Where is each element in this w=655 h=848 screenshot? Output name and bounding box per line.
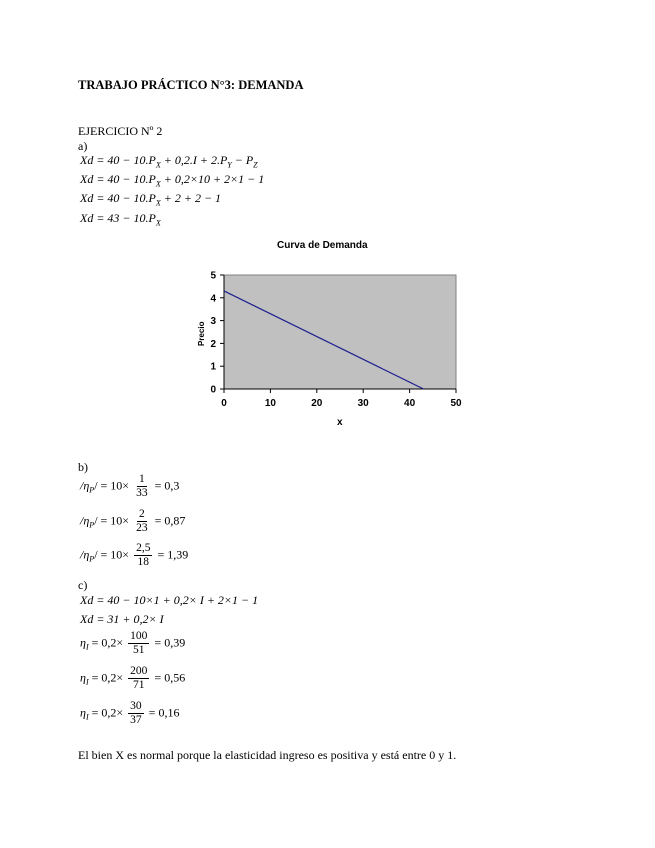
- x-tick-label: 30: [357, 398, 369, 409]
- x-tick-label: 40: [404, 398, 416, 409]
- exercise-heading: EJERCICIO Nº 2: [78, 124, 163, 138]
- y-tick-label: 4: [210, 293, 216, 305]
- x-tick-label: 20: [311, 398, 323, 409]
- x-tick-label: 50: [450, 398, 462, 409]
- demand-chart: [190, 262, 480, 432]
- x-axis-ticks: [221, 389, 462, 409]
- elasticity-c-row: $\eta_I = 0,2\times$ $\frac{100}{51}$ = 0,39: [80, 630, 186, 656]
- elasticity-b-row: $/\eta_P/ = 10\times$ $\frac{1}{33}$ = 0,3: [80, 473, 180, 499]
- elasticity-c-row: $\eta_I = 0,2\times$ $\frac{200}{71}$ = 0,56: [80, 665, 186, 691]
- y-axis-ticks: [210, 271, 224, 396]
- x-tick-label: 0: [221, 398, 227, 409]
- y-axis-label: Precio: [197, 321, 206, 346]
- x-axis-label: x: [337, 417, 343, 428]
- part-c-label: c): [78, 578, 88, 592]
- elasticity-c-row: $\eta_I = 0,2\times$ $\frac{30}{37}$ = 0,16: [80, 700, 180, 726]
- page-title: TRABAJO PRÁCTICO N°3: DEMANDA: [78, 78, 304, 92]
- elasticity-b-row: $/\eta_P/ = 10\times$ $\frac{2}{23}$ = 0,87: [80, 508, 186, 534]
- y-tick-label: 0: [210, 384, 216, 396]
- y-tick-label: 1: [210, 361, 216, 373]
- part-b-label: b): [78, 460, 88, 474]
- y-tick-label: 3: [210, 316, 216, 328]
- equation-c2: Xd = 31 + 0,2× I: [80, 612, 164, 626]
- equation-c1: Xd = 40 − 10×1 + 0,2× I + 2×1 − 1: [80, 593, 259, 607]
- chart-title: Curva de Demanda: [277, 240, 368, 251]
- equation-a1: $Xd = 40 - 10.P_X + 0,2.I + 2.P_Y - P_Z$: [80, 153, 258, 170]
- equation-a3: $Xd = 40 - 10.P_X + 2 + 2 - 1$: [80, 191, 222, 208]
- x-tick-label: 10: [264, 398, 276, 409]
- y-tick-label: 2: [210, 338, 216, 350]
- plot-area: [224, 275, 456, 389]
- part-a-label: a): [78, 139, 88, 153]
- equation-a2: $Xd = 40 - 10.P_X + 0,2\times 10 + 2\times 1 - 1$: [80, 172, 265, 189]
- conclusion-text: El bien X es normal porque la elasticidad ingreso es positiva y está entre 0 y 1.: [78, 748, 457, 762]
- equation-a4: $Xd = 43 - 10.P_X$: [80, 211, 161, 228]
- elasticity-b-row: $/\eta_P/ = 10\times$ $\frac{2,5}{18}$ = 1,39: [80, 542, 189, 568]
- y-tick-label: 5: [210, 270, 216, 282]
